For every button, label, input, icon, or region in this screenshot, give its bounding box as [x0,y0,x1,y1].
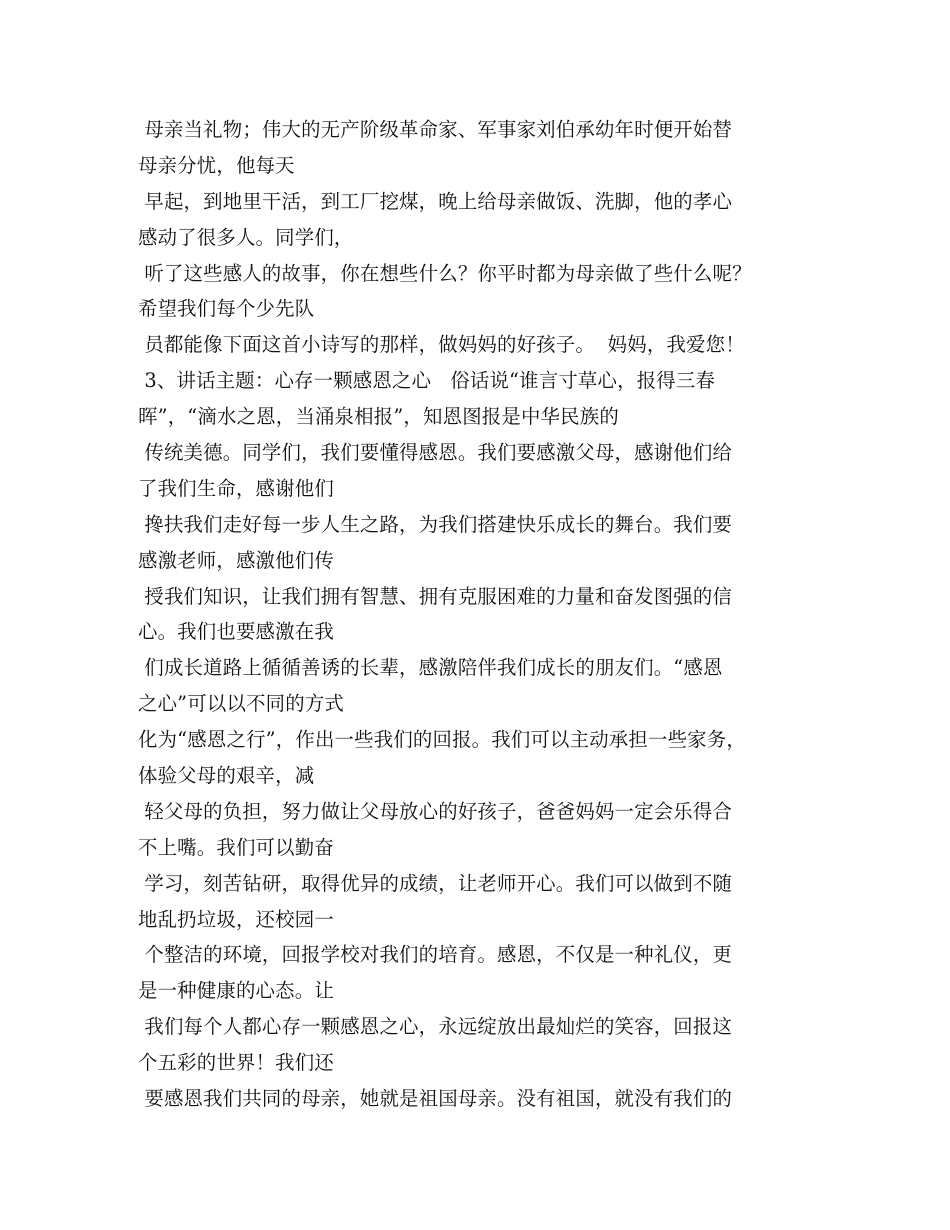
text-line: 个五彩的世界！我们还 [138,1051,334,1075]
text-line: 传统美德。同学们，我们要懂得感恩。我们要感激父母，感谢他们给 [138,441,733,465]
text-line: 体验父母的艰辛，减 [138,764,315,788]
text-line: 3、讲话主题：心存一颗感恩之心 俗话说“谁言寸草心，报得三春 [138,369,716,393]
text-line: 是一种健康的心态。让 [138,979,334,1003]
text-line: 早起，到地里干活，到工厂挖煤，晚上给母亲做饭、洗脚，他的孝心 [138,189,733,213]
text-line: 地乱扔垃圾，还校园一 [138,907,334,931]
text-line: 轻父母的负担，努力做让父母放心的好孩子，爸爸妈妈一定会乐得合 [138,799,733,823]
text-line: 要感恩我们共同的母亲，她就是祖国母亲。没有祖国，就没有我们的 [138,1087,733,1111]
text-line: 听了这些感人的故事，你在想些什么？你平时都为母亲做了些什么呢？ [138,261,752,285]
text-line: 学习，刻苦钻研，取得优异的成绩，让老师开心。我们可以做到不随 [138,871,733,895]
text-line: 我们每个人都心存一颗感恩之心，永远绽放出最灿烂的笑容，回报这 [138,1015,733,1039]
text-line: 了我们生命，感谢他们 [138,476,334,500]
text-line: 搀扶我们走好每一步人生之路，为我们搭建快乐成长的舞台。我们要 [138,512,733,536]
text-line: 们成长道路上循循善诱的长辈，感激陪伴我们成长的朋友们。“感恩 [138,656,723,680]
text-line: 母亲分忧，他每天 [138,153,295,177]
text-line: 个整洁的环境，回报学校对我们的培育。感恩，不仅是一种礼仪，更 [138,943,733,967]
text-line: 化为“感恩之行”，作出一些我们的回报。我们可以主动承担一些家务， [138,728,746,752]
text-line: 心。我们也要感激在我 [138,620,334,644]
text-line: 希望我们每个少先队 [138,297,315,321]
text-line: 母亲当礼物；伟大的无产阶级革命家、军事家刘伯承幼年时便开始替 [138,118,733,141]
text-line: 员都能像下面这首小诗写的那样，做妈妈的好孩子。 妈妈，我爱您！ [138,333,745,357]
text-line: 授我们知识，让我们拥有智慧、拥有克服困难的力量和奋发图强的信 [138,584,733,608]
text-line: 感动了很多人。同学们， [138,225,354,249]
text-line: 晖”，“滴水之恩，当涌泉相报”，知恩图报是中华民族的 [138,405,619,429]
text-line: 之心”可以以不同的方式 [138,692,345,716]
text-line: 不上嘴。我们可以勤奋 [138,835,334,859]
body-text [138,112,828,1117]
text-line: 感激老师，感激他们传 [138,548,334,572]
